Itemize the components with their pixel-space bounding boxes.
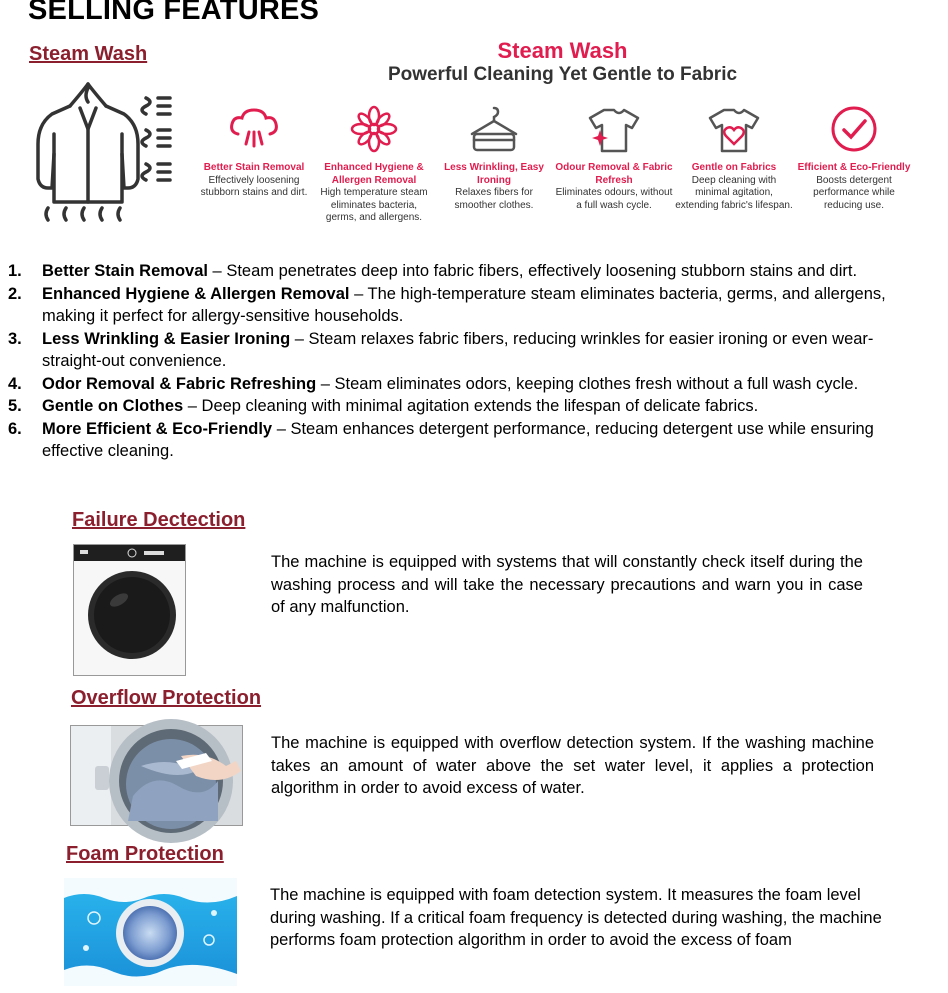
list-number: 3. bbox=[8, 329, 22, 348]
list-lead: More Efficient & Eco-Friendly bbox=[42, 419, 273, 438]
list-number: 2. bbox=[8, 284, 22, 303]
feature-card bbox=[195, 104, 313, 200]
washing-machine-image bbox=[73, 544, 186, 676]
flower-hygiene-icon bbox=[344, 104, 404, 154]
banner-subtitle: Powerful Cleaning Yet Gentle to Fabric bbox=[387, 64, 738, 85]
list-number: 4. bbox=[8, 374, 22, 393]
list-text: – Deep cleaning with minimal agitation extends the lifespan of delicate fabrics. bbox=[183, 397, 759, 415]
stain-removal-icon bbox=[224, 104, 284, 154]
foam-protection-text: The machine is equipped with foam detection system. It measures the foam level during washing. If a critical foam frequency is detected during washing, the machine performs foam protection algorithm in order to avoid the excess of foam bbox=[270, 886, 882, 949]
feature-card bbox=[675, 104, 793, 212]
list-item bbox=[8, 260, 933, 283]
list-lead: Better Stain Removal bbox=[42, 262, 208, 280]
list-lead: Enhanced Hygiene & Allergen Removal bbox=[42, 284, 350, 303]
steam-feature-list bbox=[8, 260, 933, 463]
list-text: – Steam relaxes fabric fibers, reducing wrinkles for easier ironing or even wear-straight-out convenience. bbox=[42, 329, 874, 370]
failure-detection-text: The machine is equipped with systems that will constantly check itself during the washing process and will take the necessary precautions and warn you in case of any malfunction. bbox=[271, 553, 863, 616]
foam-drum-illustration bbox=[64, 878, 237, 986]
feature-desc: Eliminates odours, without a full wash cycle. bbox=[555, 187, 673, 211]
list-lead: Gentle on Clothes bbox=[42, 397, 184, 415]
list-item bbox=[8, 283, 933, 328]
feature-desc: Effectively loosening stubborn stains and dirt. bbox=[200, 174, 308, 198]
steam-wash-heading: Steam Wash bbox=[29, 43, 148, 65]
list-item bbox=[8, 395, 933, 418]
feature-title: Enhanced Hygiene & Allergen Removal bbox=[324, 162, 424, 186]
list-number: 1. bbox=[8, 262, 22, 280]
list-item bbox=[8, 418, 933, 463]
feature-title: Better Stain Removal bbox=[203, 162, 305, 173]
list-text: – Steam eliminates odors, keeping clothes fresh without a full wash cycle. bbox=[316, 374, 859, 393]
feature-desc: Boosts detergent performance while reducing use. bbox=[813, 174, 895, 211]
feature-desc: High temperature steam eliminates bacteria, germs, and allergens. bbox=[320, 187, 428, 223]
foam-drum-image bbox=[64, 878, 237, 986]
list-number: 6. bbox=[8, 419, 22, 438]
feature-title: Efficient & Eco-Friendly bbox=[797, 162, 911, 173]
tshirt-heart-icon bbox=[704, 104, 764, 154]
feature-desc: Relaxes fibers for smoother clothes. bbox=[454, 187, 534, 211]
list-text: – The high-temperature steam eliminates bacteria, germs, and allergens, making it perfect for allergy-sensitive households. bbox=[42, 284, 886, 325]
eco-leaf-check-icon bbox=[824, 104, 884, 154]
feature-card bbox=[435, 104, 553, 212]
steam-garment-icon bbox=[30, 84, 180, 224]
banner-title: Steam Wash bbox=[497, 38, 628, 63]
feature-title: Less Wrinkling, Easy Ironing bbox=[444, 162, 544, 186]
list-lead: Odor Removal & Fabric Refreshing bbox=[42, 374, 317, 393]
feature-desc: Deep cleaning with minimal agitation, extending fabric's lifespan. bbox=[675, 174, 793, 211]
feature-card bbox=[315, 104, 433, 225]
foam-protection-heading: Foam Protection bbox=[66, 843, 224, 865]
list-lead: Less Wrinkling & Easier Ironing bbox=[42, 329, 291, 348]
failure-detection-heading: Failure Dectection bbox=[72, 509, 246, 531]
washing-machine-illustration bbox=[74, 545, 185, 675]
list-text: – Steam penetrates deep into fabric fibers, effectively loosening stubborn stains and dirt. bbox=[207, 262, 858, 280]
list-item bbox=[8, 373, 933, 396]
list-item bbox=[8, 328, 933, 373]
feature-title: Gentle on Fabrics bbox=[691, 162, 777, 173]
tshirt-sparkle-icon bbox=[584, 104, 644, 154]
overflow-protection-text: The machine is equipped with overflow detection system. If the washing machine takes an amount of water above the set water level, it applies a protection algorithm in order to avoid excess of water. bbox=[271, 734, 874, 797]
overflow-protection-heading: Overflow Protection bbox=[71, 687, 262, 709]
list-number: 5. bbox=[8, 397, 22, 415]
drum-laundry-illustration bbox=[71, 726, 242, 825]
page-title: SELLING FEATURES bbox=[28, 0, 320, 26]
drum-laundry-image bbox=[70, 725, 243, 826]
feature-card bbox=[555, 104, 673, 212]
feature-card bbox=[795, 104, 913, 212]
feature-strip bbox=[195, 104, 911, 254]
feature-title: Odour Removal & Fabric Refresh bbox=[555, 162, 673, 186]
list-text: – Steam enhances detergent performance, reducing detergent use while ensuring effective cleaning. bbox=[42, 419, 874, 460]
iron-hanger-icon bbox=[464, 104, 524, 154]
